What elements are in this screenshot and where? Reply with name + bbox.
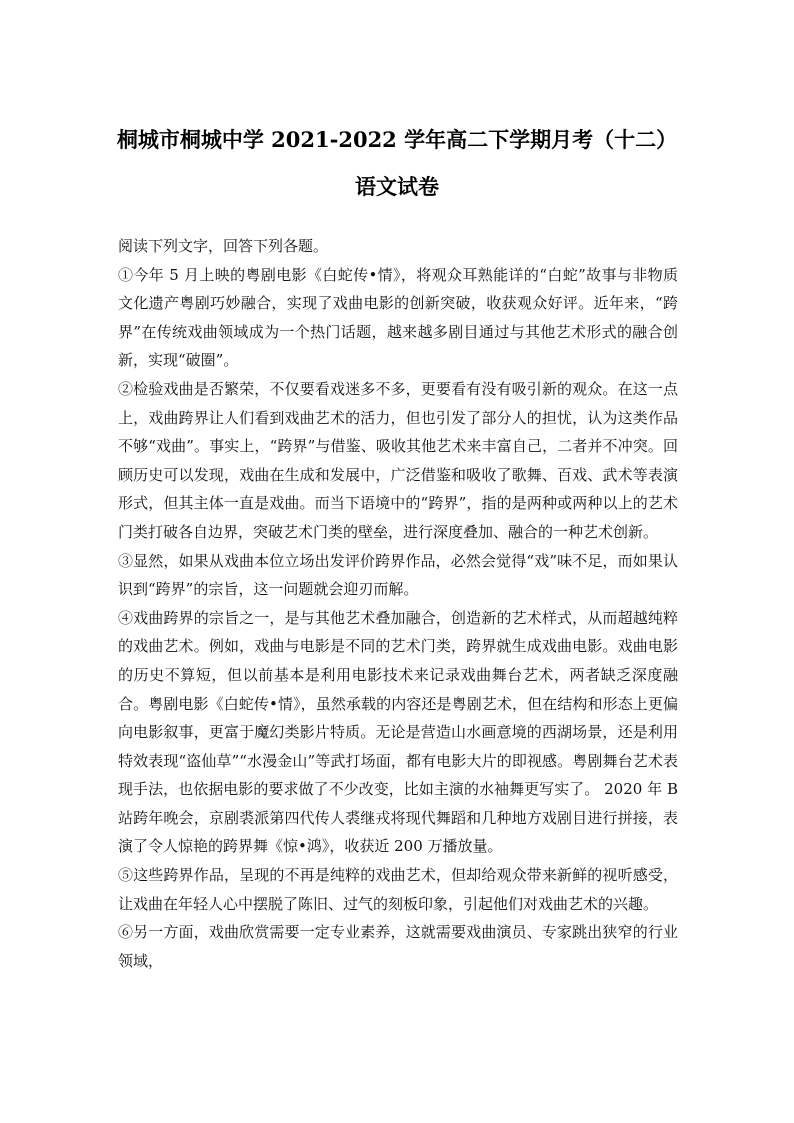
page-title: 桐城市桐城中学 2021-2022 学年高二下学期月考（十二） [116,127,678,152]
paragraph-5: ⑤这些跨界作品，呈现的不再是纯粹的戏曲艺术，但却给观众带来新鲜的视听感受，让戏曲在年轻人心中摆脱了陈旧、过气的刻板印象，引起他们对戏曲艺术的兴趣。 [118,866,678,913]
instruction-text: 阅读下列文字，回答下列各题。 [118,237,329,255]
article-body [118,232,678,975]
page-subtitle: 语文试卷 [355,174,439,199]
paragraph-3: ③显然，如果从戏曲本位立场出发评价跨界作品，必然会觉得“戏”味不足，而如果认识到“跨界”的宗旨，这一问题就会迎刃而解。 [118,551,678,599]
paragraph-1: ①今年 5 月上映的粤剧电影《白蛇传•情》，将观众耳熟能详的“白蛇”故事与非物质文化遗产粤剧巧妙融合，实现了戏曲电影的创新突破，收获观众好评。近年来，“跨界”在传统戏曲领域成为一个热门话题，越来越多剧目通过与其他艺术形式的融合创新，实现“破圈”。 [118,265,678,370]
paragraph-4: ④戏曲跨界的宗旨之一，是与其他艺术叠加融合，创造新的艺术样式，从而超越纯粹的戏曲艺术。例如，戏曲与电影是不同的艺术门类，跨界就生成戏曲电影。戏曲电影的历史不算短，但以前基本是利用电影技术来记录戏曲舞台艺术，两者缺乏深度融合。粤剧电影《白蛇传•情》，虽然承载的内容还是粤剧艺术，但在结构和形态上更偏向电影叙事，更富于魔幻类影片特质。无论是营造山水画意境的西湖场景，还是利用特效表现“盗仙草”“水漫金山”等武打场面，都有电影大片的即视感。粤剧舞台艺术表现手法，也依据电影的要求做了不少改变，比如主演的水袖舞更写实了。 2020 年 B 站跨年晚会，京剧裘派第四代传人裘继戎将现代舞蹈和几种地方戏剧目进行拼接，表演了令人惊艳的跨界舞《惊•鸿》，收获近 200 万播放量。 [118,608,678,856]
paragraph-2: ②检验戏曲是否繁荣，不仅要看戏迷多不多，更要看有没有吸引新的观众。在这一点上，戏曲跨界让人们看到戏曲艺术的活力，但也引发了部分人的担忧，认为这类作品不够“戏曲”。事实上，“跨界”与借鉴、吸收其他艺术来丰富自己，二者并不冲突。回顾历史可以发现，戏曲在生成和发展中，广泛借鉴和吸收了歌舞、百戏、武术等表演形式，但其主体一直是戏曲。而当下语境中的“跨界”，指的是两种或两种以上的艺术门类打破各自边界，突破艺术门类的壁垒，进行深度叠加、融合的一种艺术创新。 [118,379,678,541]
paragraph-6: ⑥另一方面，戏曲欣赏需要一定专业素养，这就需要戏曲演员、专家跳出狭窄的行业领域， [118,923,678,970]
